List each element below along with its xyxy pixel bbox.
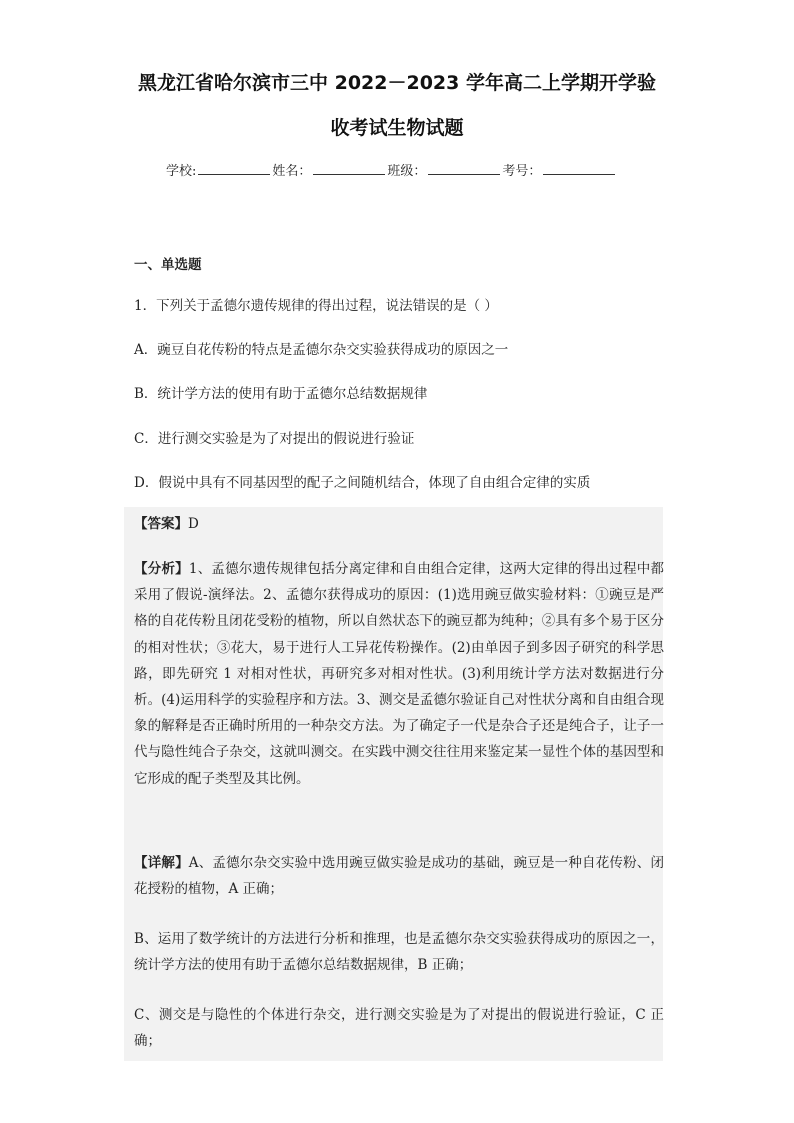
student-info-line xyxy=(166,160,617,179)
analysis-text: 1、孟德尔遗传规律包括分离定律和自由组合定律，这两大定律的得出过程中都采用了假说-演绎法。2、孟德尔获得成功的原因：(1)选用豌豆做实验材料：①豌豆是严格的自花传粉且闭花受粉的植物，所以自然状态下的豌豆都为纯种；②具有多个易于区分的相对性状；③花大，易于进行人工异花传粉操作。(2)由单因子到多因子研究的科学思路，即先研究 1 对相对性状，再研究多对相对性状。(3)利用统计学方法对数据进行分析。(4)运用科学的实验程序和方法。3、测交是孟德尔验证自己对性状分离和自由组合现象的解释是否正确时所用的一种杂交方法。为了确定子一代是杂合子还是纯合子，让子一代与隐性纯合子杂交，这就叫测交。在实践中测交往往用来鉴定某一显性个体的基因型和它形成的配子类型及其比例。 xyxy=(134,561,665,787)
question-stem: 1．下列关于孟德尔遗传规律的得出过程，说法错误的是（ ） xyxy=(134,298,498,314)
name-label: 姓名： xyxy=(272,164,312,179)
detail-tag: 【详解】 xyxy=(134,855,189,871)
section-title: 一、单选题 xyxy=(134,257,202,273)
document-title-line-1: 黑龙江省哈尔滨市三中 2022－2023 学年高二上学期开学验 xyxy=(138,72,656,94)
class-blank xyxy=(428,162,500,175)
detail-paragraph-b: B、运用了数学统计的方法进行分析和推理，也是孟德尔杂交实验获得成功的原因之一，统计学方法的使用有助于孟德尔总结数据规律，B 正确； xyxy=(134,931,664,974)
detail-paragraph-a xyxy=(134,850,664,902)
answer-line xyxy=(134,511,664,537)
answer-value: D xyxy=(188,516,199,532)
answer-tag: 【答案】 xyxy=(134,516,188,532)
option-c: C．进行测交实验是为了对提出的假说进行验证 xyxy=(134,431,415,447)
document-title-line-2: 收考试生物试题 xyxy=(330,117,464,139)
option-a: A．豌豆自花传粉的特点是孟德尔杂交实验获得成功的原因之一 xyxy=(134,342,509,358)
exam-number-label: 考号： xyxy=(502,164,542,179)
name-blank xyxy=(313,162,385,175)
option-d: D．假说中具有不同基因型的配子之间随机结合，体现了自由组合定律的实质 xyxy=(134,475,591,491)
detail-a-text: A、孟德尔杂交实验中选用豌豆做实验是成功的基础，豌豆是一种自花传粉、闭花授粉的植物，A 正确； xyxy=(134,855,665,898)
option-b: B．统计学方法的使用有助于孟德尔总结数据规律 xyxy=(134,386,428,402)
detail-paragraph-c: C、测交是与隐性的个体进行杂交，进行测交实验是为了对提出的假说进行验证，C 正确； xyxy=(134,1007,664,1050)
exam-number-blank xyxy=(543,162,615,175)
school-label: 学校: xyxy=(166,164,197,179)
school-blank xyxy=(198,162,270,175)
analysis-paragraph xyxy=(134,556,664,792)
class-label: 班级： xyxy=(387,164,427,179)
analysis-tag: 【分析】 xyxy=(134,561,189,577)
